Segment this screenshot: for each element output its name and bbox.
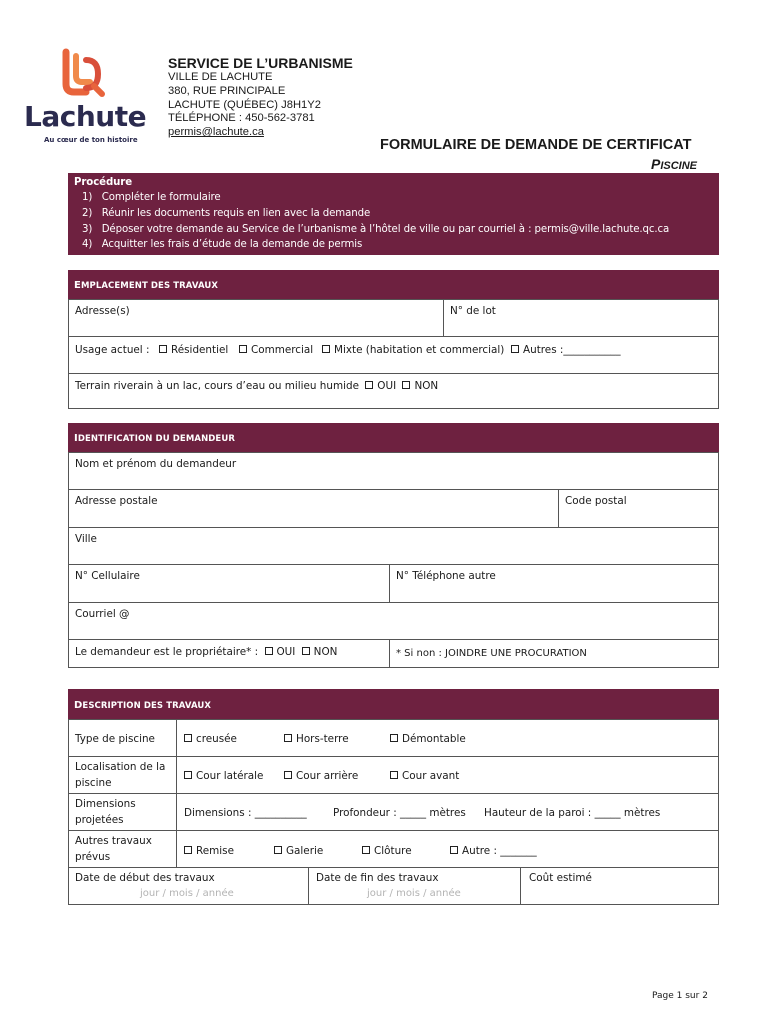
- cout-estime-field[interactable]: Coût estimé: [520, 867, 719, 905]
- cour-laterale-checkbox[interactable]: Cour latérale: [184, 770, 263, 782]
- type-creusee-checkbox[interactable]: creusée: [184, 733, 237, 745]
- procedure-step: 3) Déposer votre demande au Service de l’urbanisme à l’hôtel de ville ou par courriel à : permis@ville.lachute.qc.ca: [82, 224, 670, 235]
- lachute-logo-mark-icon: [24, 46, 154, 150]
- service-title: SERVICE DE L’URBANISME: [168, 55, 353, 71]
- form-title: FORMULAIRE DE DEMANDE DE CERTIFICAT: [380, 137, 692, 153]
- usage-commercial-checkbox[interactable]: Commercial: [239, 344, 313, 356]
- date-debut-placeholder: jour / mois / année: [140, 888, 234, 899]
- type-piscine-label-cell: Type de piscine: [68, 719, 177, 757]
- proprietaire-non-checkbox[interactable]: NON: [299, 646, 338, 658]
- riverain-row: Terrain riverain à un lac, cours d’eau ou milieu humide OUI NON: [68, 373, 719, 409]
- autres-options: [176, 830, 719, 868]
- date-fin-field[interactable]: Date de fin des travaux jour / mois / année: [308, 867, 521, 905]
- procedure-step: 1) Compléter le formulaire: [82, 192, 221, 203]
- page-number: Page 1 sur 2: [652, 991, 708, 1001]
- type-demontable-checkbox[interactable]: Démontable: [390, 733, 466, 745]
- date-debut-field[interactable]: Date de début des travaux jour / mois / année: [68, 867, 309, 905]
- section-header-emplacement: EMPLACEMENT DES TRAVAUX: [68, 270, 719, 300]
- galerie-checkbox[interactable]: Galerie: [274, 845, 323, 857]
- proprietaire-oui-checkbox[interactable]: OUI: [262, 646, 296, 658]
- autres-label-cell: Autres travaux prévus: [68, 830, 177, 868]
- adresse-field[interactable]: Adresse(s): [68, 299, 444, 337]
- telephone-autre-field[interactable]: N° Téléphone autre: [389, 564, 719, 603]
- lot-field[interactable]: N° de lot: [443, 299, 719, 337]
- code-postal-field[interactable]: Code postal: [558, 489, 719, 528]
- form-subtitle: PISCINE: [651, 156, 698, 172]
- section-header-description: DESCRIPTION DES TRAVAUX: [68, 689, 719, 720]
- dimensions-fields[interactable]: Dimensions : __________ Profondeur : _____ mètres Hauteur de la paroi : _____ mètres: [176, 793, 719, 831]
- address-line: LACHUTE (QUÉBEC) J8H1Y2: [168, 98, 321, 111]
- logo-tagline: Au cœur de ton histoire: [44, 136, 138, 144]
- usage-residentiel-checkbox[interactable]: Résidentiel: [159, 344, 228, 356]
- address-line: VILLE DE LACHUTE: [168, 71, 273, 83]
- dimensions-label-cell: Dimensions projetées: [68, 793, 177, 831]
- type-hors-terre-checkbox[interactable]: Hors-terre: [284, 733, 349, 745]
- cour-arriere-checkbox[interactable]: Cour arrière: [284, 770, 358, 782]
- nom-field[interactable]: Nom et prénom du demandeur: [68, 452, 719, 490]
- riverain-non-checkbox[interactable]: NON: [399, 380, 438, 392]
- cloture-checkbox[interactable]: Clôture: [362, 845, 412, 857]
- logo-wordmark: Lachute: [24, 100, 147, 133]
- procedure-banner: [68, 173, 719, 255]
- localisation-label-cell: Localisation de la piscine: [68, 756, 177, 794]
- lachute-logo: [24, 46, 154, 150]
- usage-autres-checkbox[interactable]: Autres :___________: [511, 344, 621, 356]
- usage-row: Usage actuel : Résidentiel Commercial Mixte (habitation et commercial) Autres :___________: [68, 336, 719, 374]
- email-link[interactable]: permis@lachute.ca: [168, 126, 264, 139]
- ville-field[interactable]: Ville: [68, 527, 719, 565]
- riverain-oui-checkbox[interactable]: OUI: [362, 380, 396, 392]
- address-line: TÉLÉPHONE : 450-562-3781: [168, 112, 315, 125]
- section-header-demandeur: IDENTIFICATION DU DEMANDEUR: [68, 423, 719, 453]
- remise-checkbox[interactable]: Remise: [184, 845, 234, 857]
- service-address: [168, 71, 321, 140]
- date-fin-placeholder: jour / mois / année: [367, 888, 461, 899]
- cellulaire-field[interactable]: N° Cellulaire: [68, 564, 390, 603]
- usage-mixte-checkbox[interactable]: Mixte (habitation et commercial): [322, 344, 504, 356]
- proprietaire-row: Le demandeur est le propriétaire* : OUI NON: [68, 639, 390, 668]
- adresse-postale-field[interactable]: Adresse postale: [68, 489, 559, 528]
- procedure-step: 4) Acquitter les frais d’étude de la demande de permis: [82, 239, 363, 250]
- type-piscine-options: [176, 719, 719, 757]
- courriel-field[interactable]: Courriel @: [68, 602, 719, 640]
- procuration-note: * Si non : JOINDRE UNE PROCURATION: [389, 639, 719, 668]
- autre-checkbox[interactable]: Autre : _______: [450, 845, 537, 857]
- address-line: 380, RUE PRINCIPALE: [168, 84, 286, 97]
- procedure-title: Procédure: [74, 177, 133, 188]
- cour-avant-checkbox[interactable]: Cour avant: [390, 770, 459, 782]
- localisation-options: [176, 756, 719, 794]
- procedure-step: 2) Réunir les documents requis en lien avec la demande: [82, 208, 371, 219]
